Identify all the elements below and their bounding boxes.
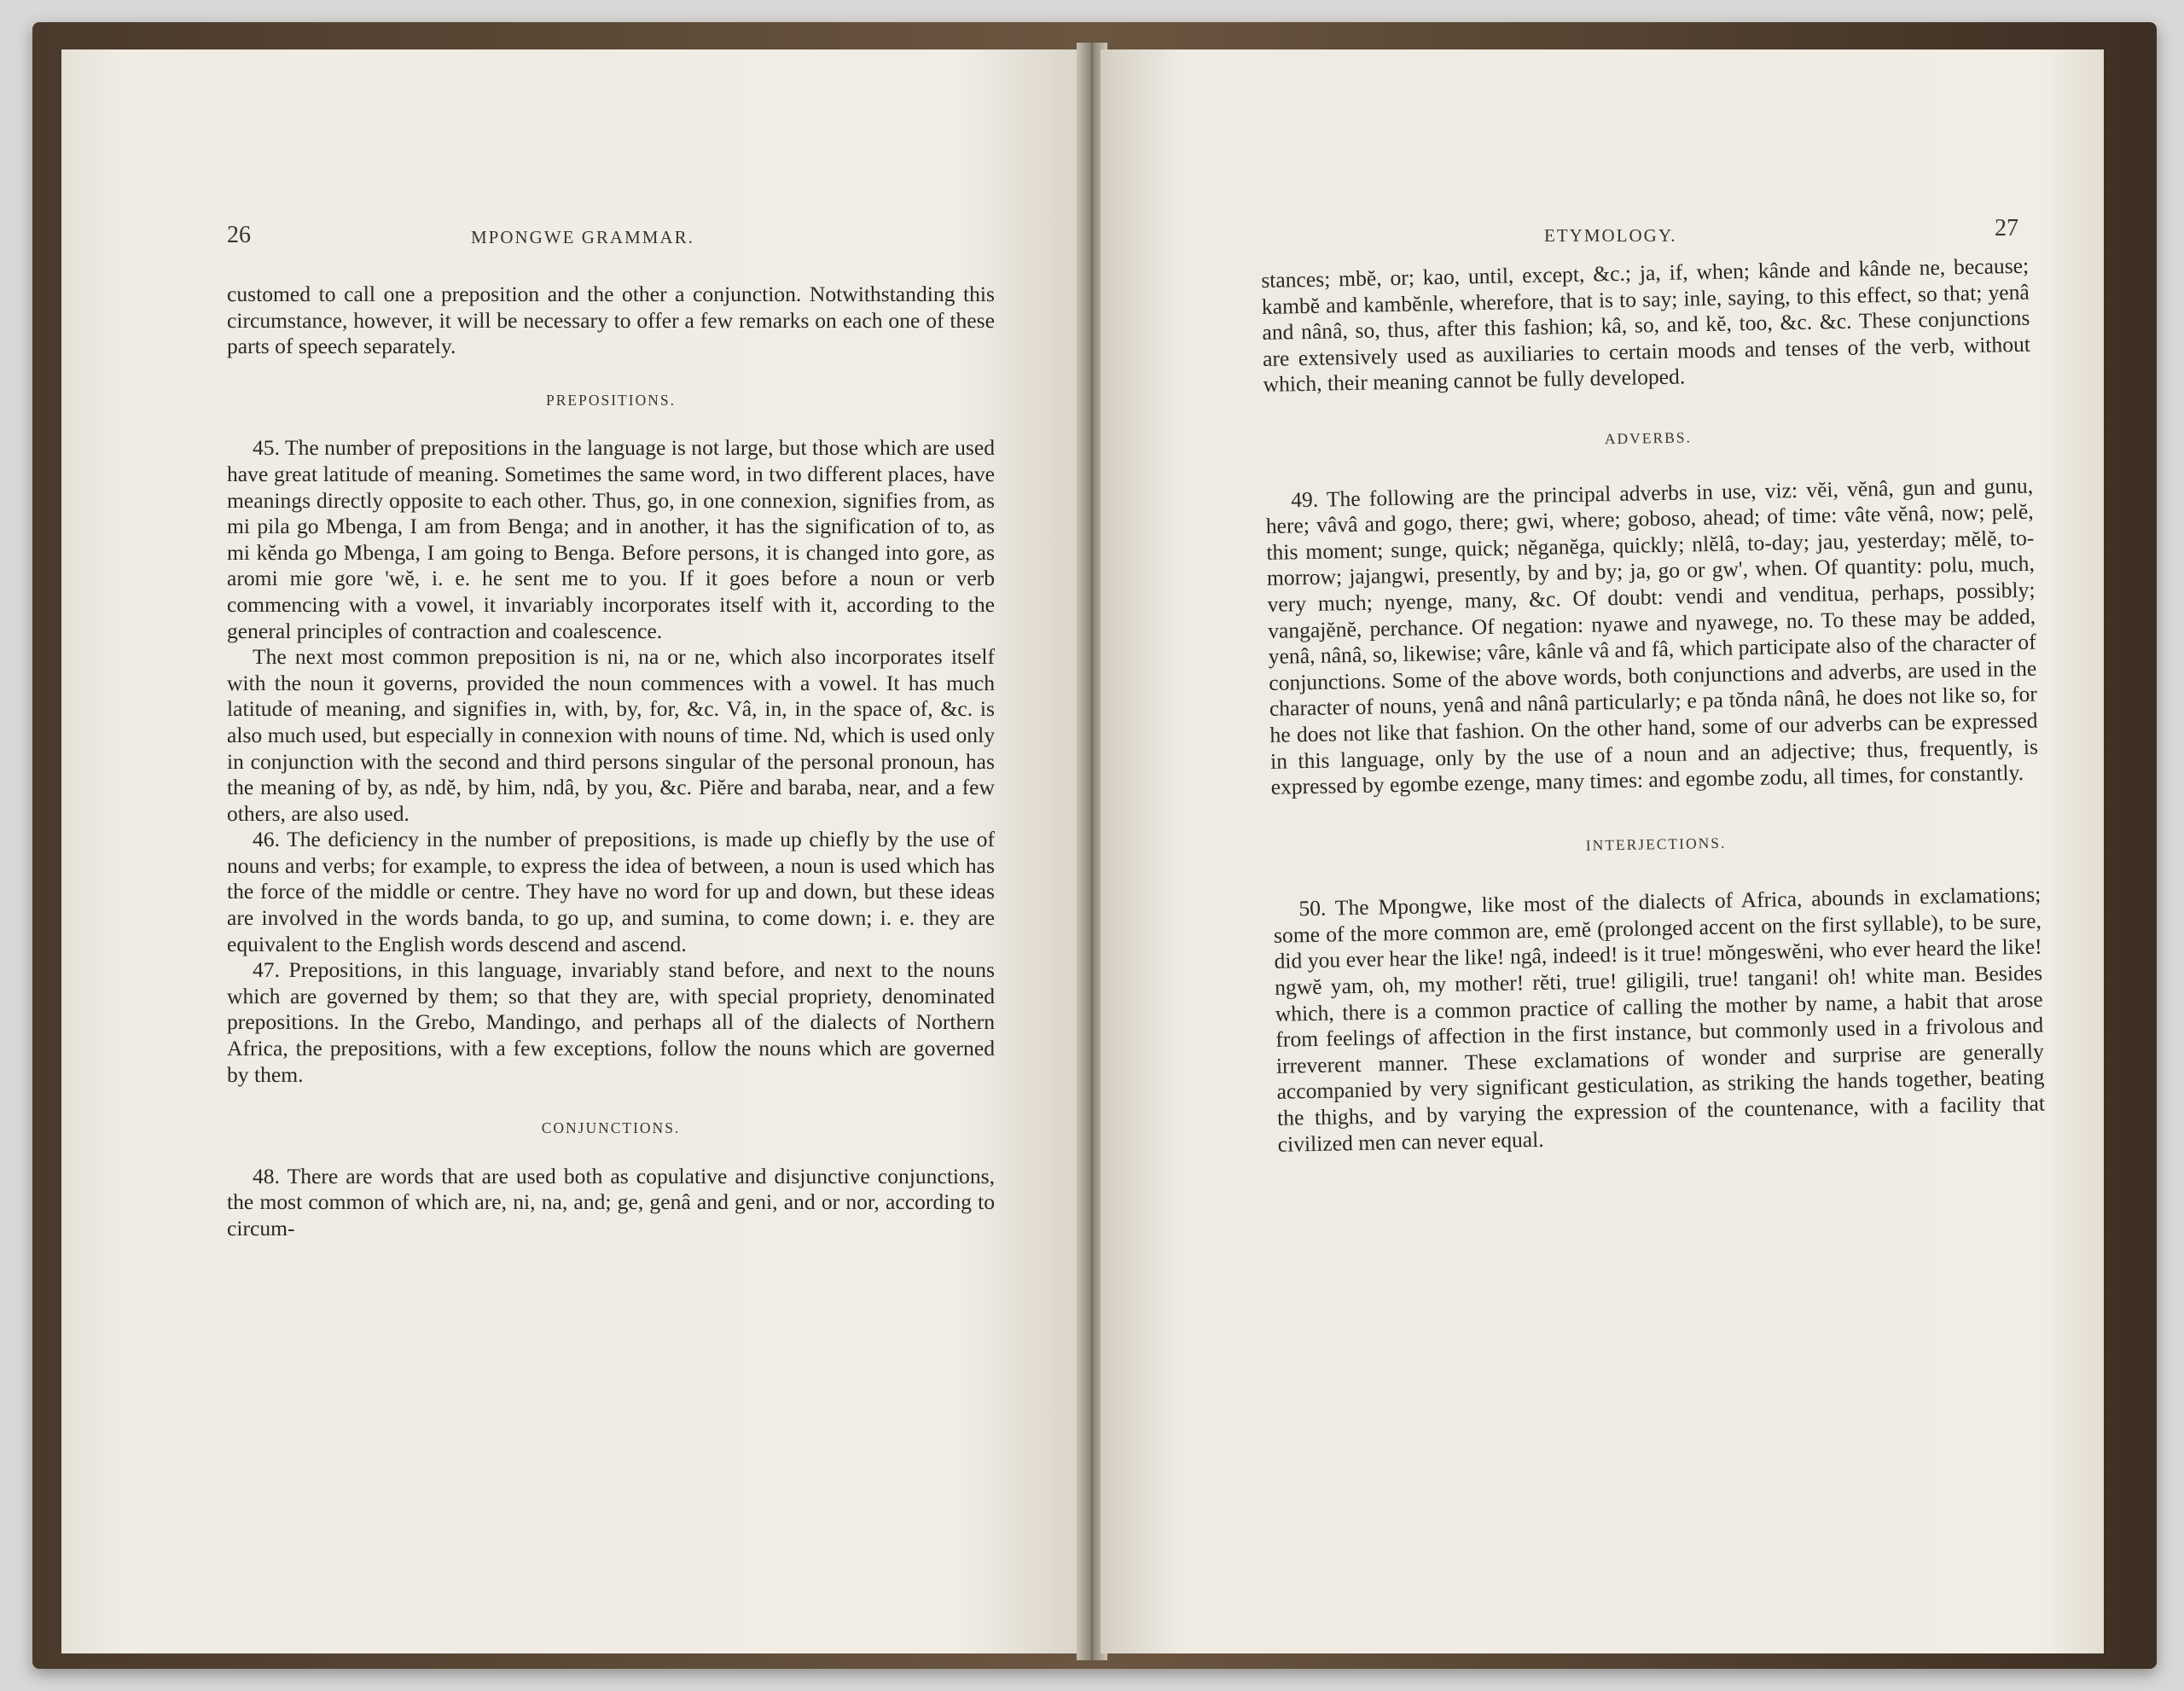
page-number: 26 [227,222,251,248]
running-head-left [61,222,1083,261]
paragraph: 50. The Mpongwe, like most of the dialects of Africa, abounds in exclamations; some of the more common are, emĕ (prolonged accent on the first syllable), to be sure, did you ever hear the like! ngâ, indeed! is it true! mŏngeswĕni, who ever heard the like! ngwĕ yam, oh, my mother! rĕti, true! giligili, true! tangani! oh! white man. Besides which, there is a common practice of calling the mother by name, a habit that arose from feelings of affection in the first instance, but commonly used in a frivolous and irreverent manner. These exclamations of wonder and surprise are generally accompanied by very significant gesticulation, as striking the hands together, beating the thighs, and by varying the expression of the countenance, with a facility that civilized men can never equal. [1273,881,2046,1157]
left-page-text [227,282,995,1242]
paragraph: The next most common preposition is ni, na or ne, which also incorporates itself with the noun it governs, provided the noun commences with a vowel. It has much latitude of meaning, and signifies in, with, by, for, &c. Vâ, in, in the space of, &c. is also much used, but especially in connexion with nouns of time. Nd, which is used only in conjunction with the second and third persons singular of the personal pronoun, has the meaning of by, as ndĕ, by him, ndâ, by you, &c. Piĕre and baraba, near, and a few others, are also used. [227,644,995,826]
paragraph: 46. The deficiency in the number of prepositions, is made up chiefly by the use of nouns and verbs; for example, to express the idea of between, a noun is used which has the force of the middle or centre. They have no word for up and down, but these ideas are involved in the words banda, to go up, and sumina, to come down; i. e. they are equivalent to the English words descend and ascend. [227,827,995,956]
running-title: ETYMOLOGY. [1544,225,1677,246]
page-number: 27 [1995,215,2018,241]
right-page-text [1261,253,2046,1158]
running-title: MPONGWE GRAMMAR. [471,227,694,247]
paragraph: 49. The following are the principal adverbs in use, viz: vĕi, vĕnâ, gun and gunu, here; vâvâ and gogo, there; gwi, where; goboso, ahead; of time: vâte vĕnâ, now; pelĕ, this moment; sunge, quick; nĕganĕga, quickly; nlĕlâ, to-day; jau, yesterday; mĕlĕ, to-morrow; jajangwi, presently, by and by; ja, go or gw', when. Of quantity: polu, much, very much; nyenge, many, &c. Of doubt: vendi and venditua, perhaps, possibly; vangajĕnĕ, perchance. Of negation: nyawe and nyawege, no. To these may be added, yenâ, nânâ, so, likewise; vâre, kânle vâ and fâ, which participate also of the character of conjunctions. Some of the above words, both conjunctions and adverbs, are used in the character of nouns, yenâ and nânâ particularly; e pa tŏnda nânâ, he does not like so, for he does not like that fashion. On the other hand, some of our adverbs can be expressed in this language, only by the use of a noun and an adjective; thus, frequently, is expressed by egombe ezenge, many times: and egombe zodu, all times, for constantly. [1265,473,2039,799]
paragraph: 45. The number of prepositions in the language is not large, but those which are used have great latitude of meaning. Sometimes the same word, in two different places, have meanings directly opposite to each other. Thus, go, in one connexion, signifies from, as mi pila go Mbenga, I am from Benga; and in another, it has the signification of to, as mi kĕnda go Mbenga, I am going to Benga. Before persons, it is changed into gore, as aromi mie gore 'wĕ, i. e. he sent me to you. If it goes before a noun or verb commencing with a vowel, it invariably incorporates itself with it, according to the general principles of contraction and coalescence. [227,435,995,643]
paragraph: 47. Prepositions, in this language, invariably stand before, and next to the nouns which are governed by them; so that they are, with special propriety, denominated prepositions. In the Grebo, Mandingo, and perhaps all of the dialects of Northern Africa, the prepositions, with a few exceptions, follow the nouns which are governed by them. [227,957,995,1087]
section-heading-adverbs: ADVERBS. [1604,428,1693,448]
section-heading-prepositions: PREPOSITIONS. [546,391,676,409]
section-heading-conjunctions: CONJUNCTIONS. [541,1119,681,1137]
paragraph: 48. There are words that are used both as copulative and disjunctive conjunctions, the most common of which are, ni, na, and; ge, genâ and geni, and or nor, according to circum- [227,1163,995,1241]
section-heading-interjections: INTERJECTIONS. [1585,834,1727,854]
left-page [61,49,1083,1653]
right-page [1101,49,2104,1653]
paragraph: stances; mbĕ, or; kao, until, except, &c.; ja, if, when; kânde and kânde ne, because; kambĕ and kambĕnle, wherefore, that is to say; inle, saying, to this effect, so that; yenâ and nânâ, so, thus, after this fashion; kâ, so, and kĕ, too, &c. &c. These conjunctions are extensively used as auxiliaries to certain moods and tenses of the verb, without which, their meaning cannot be fully developed. [1261,253,2031,398]
paragraph: customed to call one a preposition and the other a conjunction. Notwithstanding this circumstance, however, it will be necessary to offer a few remarks on each one of these parts of speech separately. [227,282,995,359]
